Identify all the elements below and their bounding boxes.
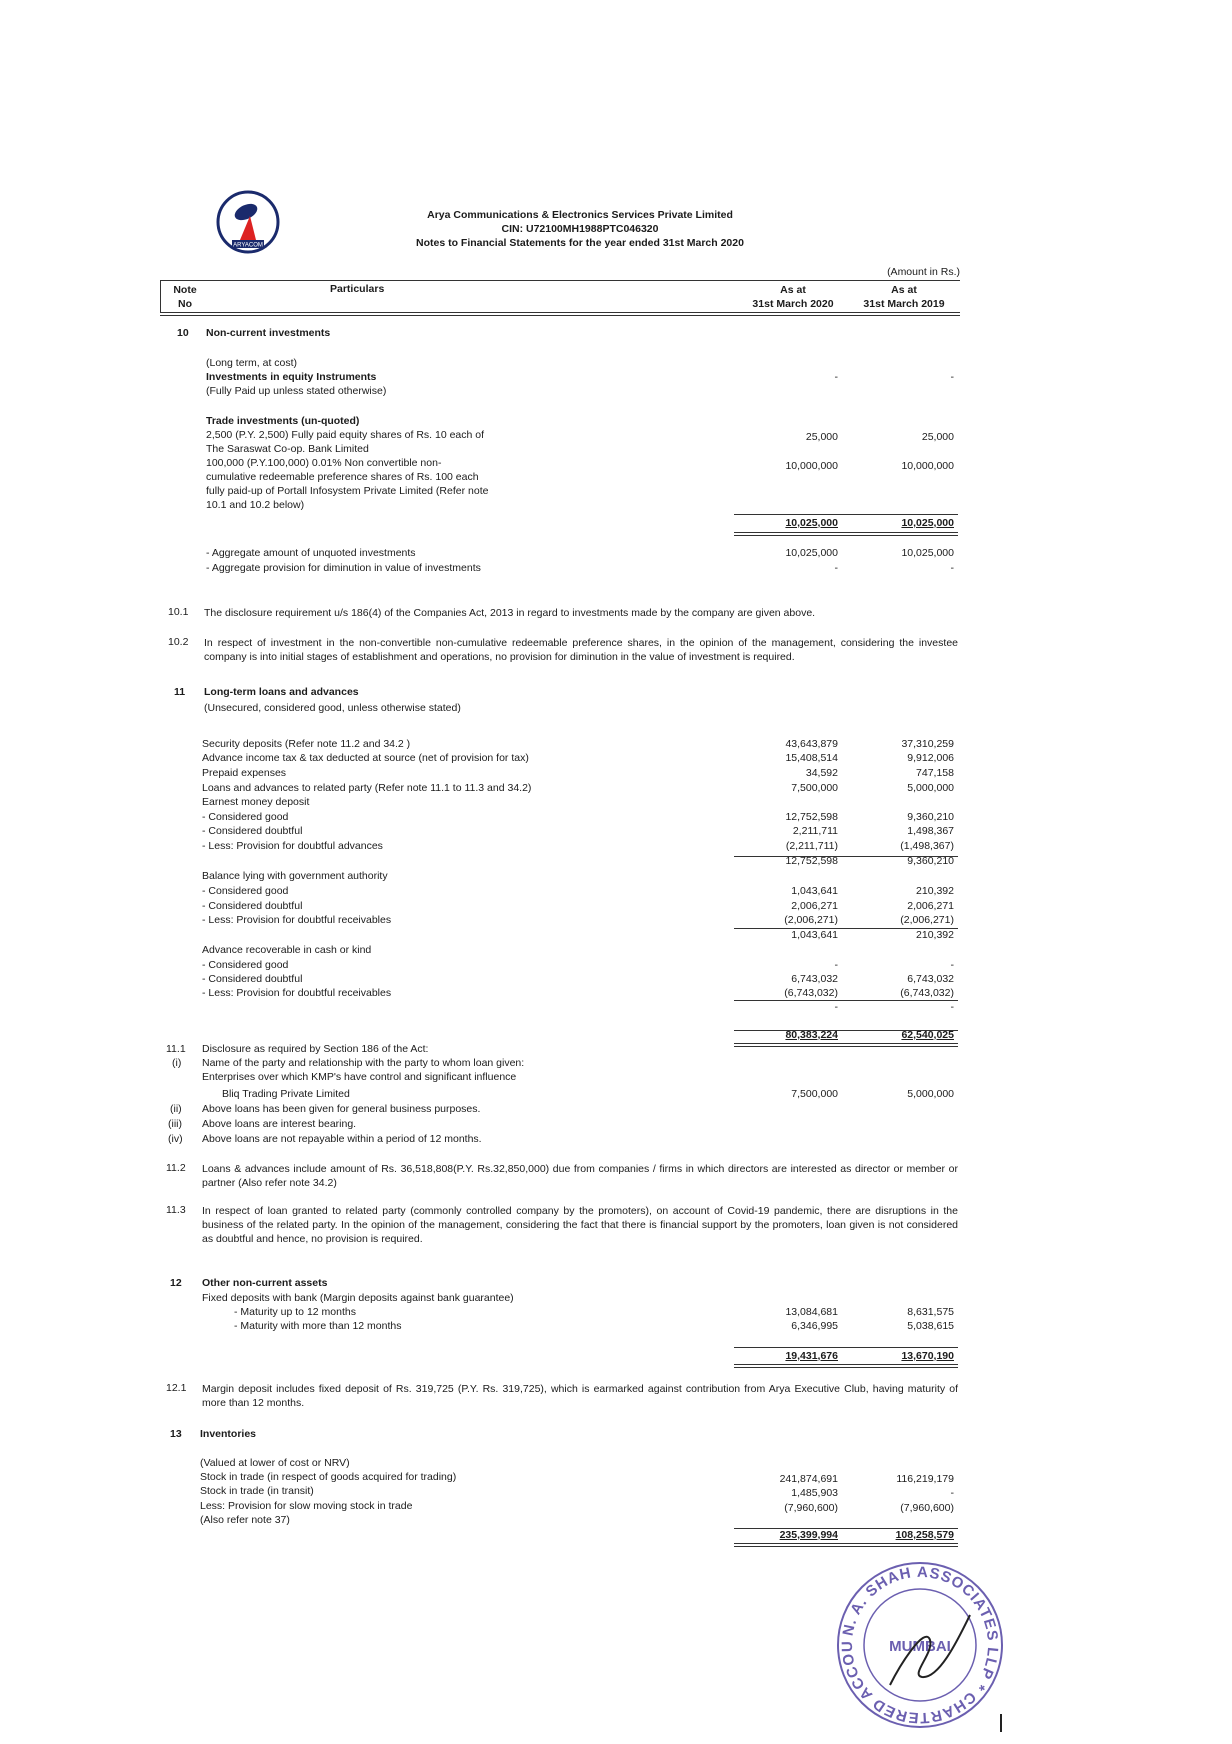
fd-row: - Maturity up to 12 months [234,1306,356,1318]
item-text: Enterprises over which KMP's have control and significant influence [202,1071,517,1083]
loan-row-label: Balance lying with government authority [202,870,388,882]
item-text: Above loans are interest bearing. [202,1118,357,1130]
investment-row: 2,500 (P.Y. 2,500) Fully paid equity shares of Rs. 10 each of [206,429,485,441]
note-13-title: Inventories [200,1428,257,1440]
value-2019: (7,960,600) [900,1502,954,1514]
value-2020: 6,743,032 [791,973,838,985]
value-2019: 210,392 [916,885,954,897]
auditor-stamp [830,1555,1010,1735]
loan-row-label: - Considered good [202,811,289,823]
value-2020: 25,000 [805,431,838,443]
note-13-number: 13 [170,1428,182,1440]
note-11-3-number: 11.3 [166,1204,186,1216]
value-2019: 6,743,032 [907,973,954,985]
amount-note: (Amount in Rs.) [887,266,960,278]
value-2020: 34,592 [805,767,838,779]
loan-row-label: - Considered good [202,959,289,971]
note-10-line: Investments in equity Instruments [206,371,377,383]
total-2019: 108,258,579 [895,1529,954,1541]
loan-row-label: - Considered doubtful [202,900,303,912]
value-2019: 9,912,006 [907,752,954,764]
value-2020: 2,211,711 [792,825,838,837]
item-text: Name of the party and relationship with the party to whom loan given: [202,1057,525,1069]
item-number: (ii) [170,1103,182,1115]
total-2019: 10,025,000 [901,517,954,529]
note-no-header: Note No [173,284,197,310]
investment-row: cumulative redeemable preference shares of Rs. 100 each [206,471,479,483]
value-2019: 1,498,367 [907,825,954,837]
loan-row-label: - Considered good [202,885,289,897]
note-11-title: Long-term loans and advances [204,686,359,698]
investment-row: 10.1 and 10.2 below) [206,499,305,511]
value-2019: 747,158 [916,767,954,779]
note-11-subtitle: (Unsecured, considered good, unless otherwise stated) [204,702,461,714]
value-2020: 10,025,000 [785,547,838,559]
col-2019-header: As at 31st March 2019 [863,284,945,310]
value-2020: (6,743,032) [784,987,838,999]
loan-row-label: - Considered doubtful [202,825,303,837]
inventory-line: (Valued at lower of cost or NRV) [200,1457,350,1469]
value-2020: 12,752,598 [785,855,838,867]
note-12-subtitle: Fixed deposits with bank (Margin deposits against bank guarantee) [202,1292,514,1304]
value-2019: - [950,959,954,971]
note-11-number: 11 [174,686,186,698]
value-2020: (2,006,271) [784,914,838,926]
value-2020: 6,346,995 [791,1320,838,1332]
value-2020: 10,000,000 [785,460,838,472]
note-11-1-number: 11.1 [166,1043,186,1055]
total-2020: 10,025,000 [785,517,838,529]
value-2019: 10,025,000 [901,547,954,559]
inventory-row: (Also refer note 37) [200,1514,290,1526]
note-10-line: (Long term, at cost) [206,357,298,369]
value-2020: 2,006,271 [791,900,838,912]
value-2019: 5,038,615 [907,1320,954,1332]
note-11-2-number: 11.2 [166,1162,186,1174]
note-10-2-text: In respect of investment in the non-convertible non-cumulative redeemable preference shares, in the opinion of the management, considering the investee company is into initial stages of establishment and operations, no provision for diminution in the value of investment is required. [204,637,958,663]
note-10-title: Non-current investments [206,327,331,339]
total-2019: 13,670,190 [901,1350,954,1362]
value-2020: - [834,959,838,971]
value-2019: 5,000,000 [907,1088,954,1100]
loan-row-label: Earnest money deposit [202,796,310,808]
total-2020: 235,399,994 [779,1529,838,1541]
value-2019: - [950,1001,954,1013]
value-2019: - [950,371,954,383]
note-10-2-number: 10.2 [168,636,189,648]
total-2020: 19,431,676 [785,1350,838,1362]
particulars-header: Particulars [330,283,385,295]
value-2020: 241,874,691 [779,1473,838,1485]
note-12-number: 12 [170,1277,182,1289]
value-2019: (2,006,271) [900,914,954,926]
loan-row-label: Loans and advances to related party (Refer note 11.1 to 11.3 and 34.2) [202,782,532,794]
value-2019: 9,360,210 [907,855,954,867]
inventory-row: Stock in trade (in transit) [200,1485,314,1497]
value-2019: - [950,1487,954,1499]
note-10-line: (Fully Paid up unless stated otherwise) [206,385,387,397]
item-text: Above loans has been given for general business purposes. [202,1103,481,1115]
loan-row-label: - Less: Provision for doubtful receivables [202,987,392,999]
loan-row-label: Security deposits (Refer note 11.2 and 34.2 ) [202,738,411,750]
total-2019: 62,540,025 [901,1029,954,1041]
cin-number: CIN: U72100MH1988PTC046320 [501,223,659,235]
value-2020: 43,643,879 [785,738,838,750]
note-10-1-number: 10.1 [168,606,189,618]
value-2020: 7,500,000 [791,1088,838,1100]
note-12-title: Other non-current assets [202,1277,328,1289]
page-subtitle: Notes to Financial Statements for the year ended 31st March 2020 [416,237,744,249]
value-2020: (7,960,600) [784,1502,838,1514]
col-2020-header: As at 31st March 2020 [752,284,834,310]
value-2020: 13,084,681 [785,1306,838,1318]
value-2020: 1,043,641 [791,885,838,897]
value-2019: 9,360,210 [907,811,954,823]
value-2020: 1,043,641 [791,929,838,941]
aggregate-row: - Aggregate provision for diminution in value of investments [206,562,481,574]
investment-row: The Saraswat Co-op. Bank Limited [206,443,369,455]
value-2019: (6,743,032) [900,987,954,999]
note-10-number: 10 [177,327,189,339]
value-2019: 210,392 [916,929,954,941]
value-2020: 7,500,000 [791,782,838,794]
item-number: (iii) [168,1118,182,1130]
note-12-1-number: 12.1 [166,1382,187,1394]
value-2020: - [834,371,838,383]
trade-investments-heading: Trade investments (un-quoted) [206,415,360,427]
note-11-3-text: In respect of loan granted to related party (commonly controlled company by the promoters), on account of Covid-19 pandemic, there are disruptions in the business of the related party. In the opinion of the management, considering the fact that there is financial support by the promoters, loan given is not considered as doubtful and hence, no provision is required. [202,1205,958,1245]
value-2020: 1,485,903 [791,1487,838,1499]
note-11-1-text: Disclosure as required by Section 186 of the Act: [202,1043,429,1055]
value-2019: (1,498,367) [900,840,954,852]
note-11-2-text: Loans & advances include amount of Rs. 36,518,808(P.Y. Rs.32,850,000) due from companies / firms in which directors are interested as director or member or partner (Also refer note 34.2) [202,1163,958,1189]
svg-text:ARYACOM: ARYACOM [233,242,263,249]
item-text: Bliq Trading Private Limited [222,1088,350,1100]
investment-row: 100,000 (P.Y.100,000) 0.01% Non convertible non- [206,457,442,469]
investment-row: fully paid-up of Portall Infosystem Private Limited (Refer note [206,485,489,497]
loan-row-label: Prepaid expenses [202,767,287,779]
loan-row-label: - Less: Provision for doubtful advances [202,840,383,852]
value-2019: 2,006,271 [907,900,954,912]
company-logo [210,190,286,254]
total-2020: 80,383,224 [785,1029,838,1041]
loan-row-label: Advance recoverable in cash or kind [202,944,372,956]
item-text: Above loans are not repayable within a period of 12 months. [202,1133,482,1145]
signature-mark [1000,1714,1010,1732]
loan-row-label: - Considered doubtful [202,973,303,985]
svg-text:MUMBAI: MUMBAI [889,1638,951,1655]
fd-row: - Maturity with more than 12 months [234,1320,402,1332]
value-2020: - [834,562,838,574]
note-10-1-text: The disclosure requirement u/s 186(4) of the Companies Act, 2013 in regard to investments made by the company are given above. [204,607,816,619]
value-2019: 25,000 [921,431,954,443]
value-2020: 12,752,598 [785,811,838,823]
value-2020: (2,211,711) [785,840,838,852]
value-2019: - [950,562,954,574]
value-2019: 37,310,259 [901,738,954,750]
note-12-1-text: Margin deposit includes fixed deposit of Rs. 319,725 (P.Y. Rs. 319,725), which is earmarked against contribution from Arya Executive Club, having maturity of more than 12 months. [202,1383,958,1409]
item-number: (iv) [168,1133,183,1145]
aggregate-row: - Aggregate amount of unquoted investments [206,547,416,559]
svg-text:N. A. SHAH ASSOCIATES LLP * CH: N. A. SHAH ASSOCIATES LLP * CHARTERED ACCOU [838,1563,1002,1727]
value-2020: 15,408,514 [785,752,838,764]
loan-row-label: - Less: Provision for doubtful receivables [202,914,392,926]
inventory-row: Less: Provision for slow moving stock in trade [200,1500,413,1512]
value-2019: 8,631,575 [907,1306,954,1318]
value-2019: 5,000,000 [907,782,954,794]
loan-row-label: Advance income tax & tax deducted at source (net of provision for tax) [202,752,529,764]
value-2019: 116,219,179 [896,1473,954,1485]
value-2019: 10,000,000 [901,460,954,472]
inventory-row: Stock in trade (in respect of goods acquired for trading) [200,1471,457,1483]
company-name: Arya Communications & Electronics Services Private Limited [427,209,733,221]
value-2020: - [834,1001,838,1013]
item-number: (i) [172,1057,182,1069]
